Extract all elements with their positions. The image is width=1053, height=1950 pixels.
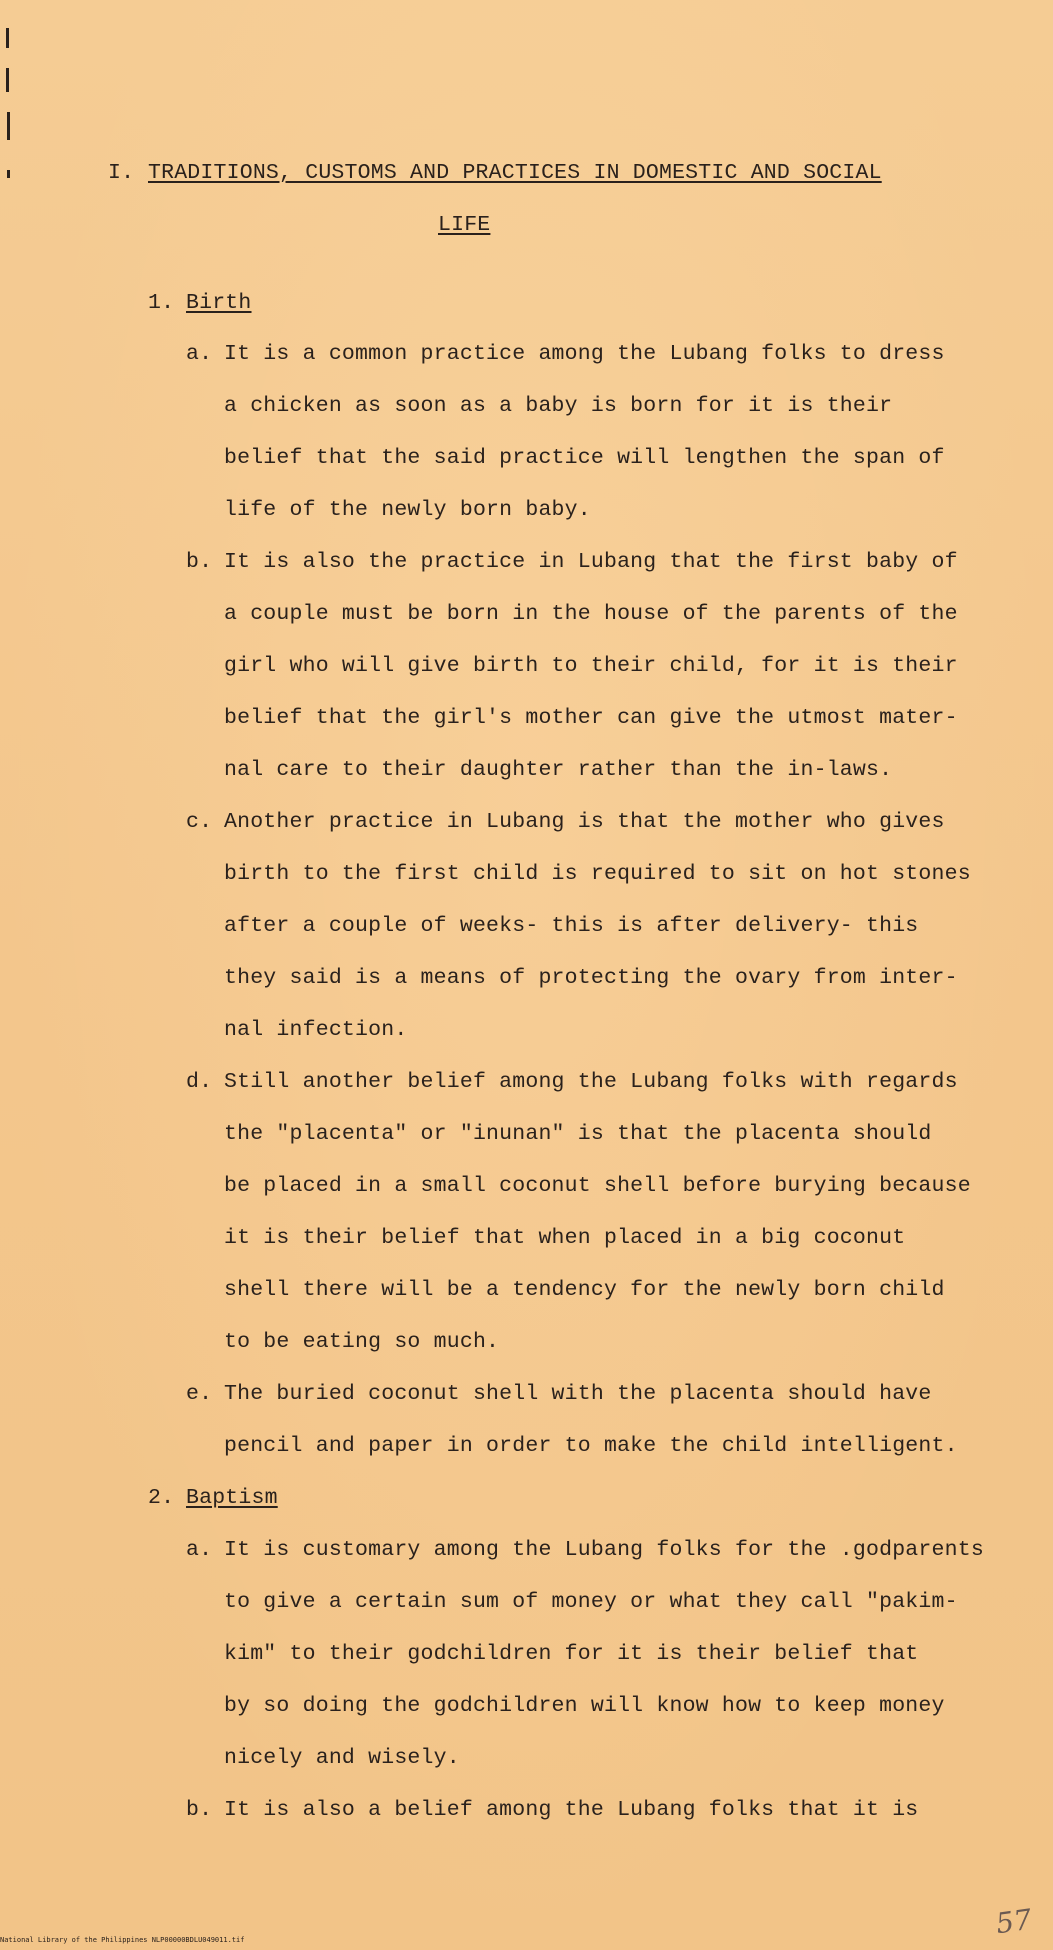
item-text-line: belief that the girl's mother can give the utmost mater-: [224, 706, 958, 730]
heading-title-line1: TRADITIONS, CUSTOMS AND PRACTICES IN DOMESTIC AND SOCIAL: [148, 161, 882, 185]
item-letter: a.: [186, 1538, 213, 1562]
item-text-line: by so doing the godchildren will know how to keep money: [224, 1694, 945, 1718]
item-letter: b.: [186, 550, 213, 574]
item-text-line: be placed in a small coconut shell before burying because: [224, 1174, 971, 1198]
section-title-baptism: Baptism: [186, 1486, 278, 1510]
ink-mark: [7, 112, 10, 140]
item-letter: d.: [186, 1070, 213, 1094]
item-text-line: the "placenta" or "inunan" is that the placenta should: [224, 1122, 932, 1146]
heading-numeral: I.: [108, 161, 135, 185]
item-letter: c.: [186, 810, 213, 834]
item-letter: b.: [186, 1798, 213, 1822]
page-number: 57: [993, 1902, 1034, 1941]
ink-mark: [6, 28, 9, 48]
item-text-line: belief that the said practice will lengthen the span of: [224, 446, 945, 470]
section-number: 1.: [148, 291, 175, 315]
ink-mark: [6, 68, 9, 92]
item-text-line: Another practice in Lubang is that the mother who gives: [224, 810, 945, 834]
item-text-line: nal infection.: [224, 1018, 408, 1042]
item-letter: e.: [186, 1382, 213, 1406]
item-text-line: It is a common practice among the Lubang folks to dress: [224, 342, 945, 366]
item-text-line: shell there will be a tendency for the newly born child: [224, 1278, 945, 1302]
item-text-line: life of the newly born baby.: [224, 498, 591, 522]
item-text-line: they said is a means of protecting the ovary from inter-: [224, 966, 958, 990]
item-text-line: It is customary among the Lubang folks for the .godparents: [224, 1538, 984, 1562]
item-letter: a.: [186, 342, 213, 366]
item-text-line: to be eating so much.: [224, 1330, 500, 1354]
item-text-line: birth to the first child is required to sit on hot stones: [224, 862, 971, 886]
ink-mark: [7, 170, 10, 178]
item-text-line: kim" to their godchildren for it is their belief that: [224, 1642, 919, 1666]
item-text-line: The buried coconut shell with the placenta should have: [224, 1382, 932, 1406]
heading-title-line2: LIFE: [438, 213, 491, 237]
item-text-line: It is also the practice in Lubang that the first baby of: [224, 550, 958, 574]
section-number: 2.: [148, 1486, 175, 1510]
section-title-birth: Birth: [186, 291, 252, 315]
item-text-line: it is their belief that when placed in a big coconut: [224, 1226, 906, 1250]
item-text-line: nicely and wisely.: [224, 1746, 460, 1770]
item-text-line: nal care to their daughter rather than the in-laws.: [224, 758, 893, 782]
item-text-line: a couple must be born in the house of the parents of the: [224, 602, 958, 626]
item-text-line: a chicken as soon as a baby is born for it is their: [224, 394, 893, 418]
item-text-line: It is also a belief among the Lubang folks that it is: [224, 1798, 919, 1822]
margin-ink-marks: [0, 20, 20, 190]
item-text-line: Still another belief among the Lubang folks with regards: [224, 1070, 958, 1094]
item-text-line: girl who will give birth to their child, for it is their: [224, 654, 958, 678]
item-text-line: after a couple of weeks- this is after delivery- this: [224, 914, 919, 938]
item-text-line: pencil and paper in order to make the child intelligent.: [224, 1434, 958, 1458]
item-text-line: to give a certain sum of money or what they call "pakim-: [224, 1590, 958, 1614]
scan-footer-label: National Library of the Philippines NLP00000BDLU049011.tif: [0, 1936, 245, 1944]
